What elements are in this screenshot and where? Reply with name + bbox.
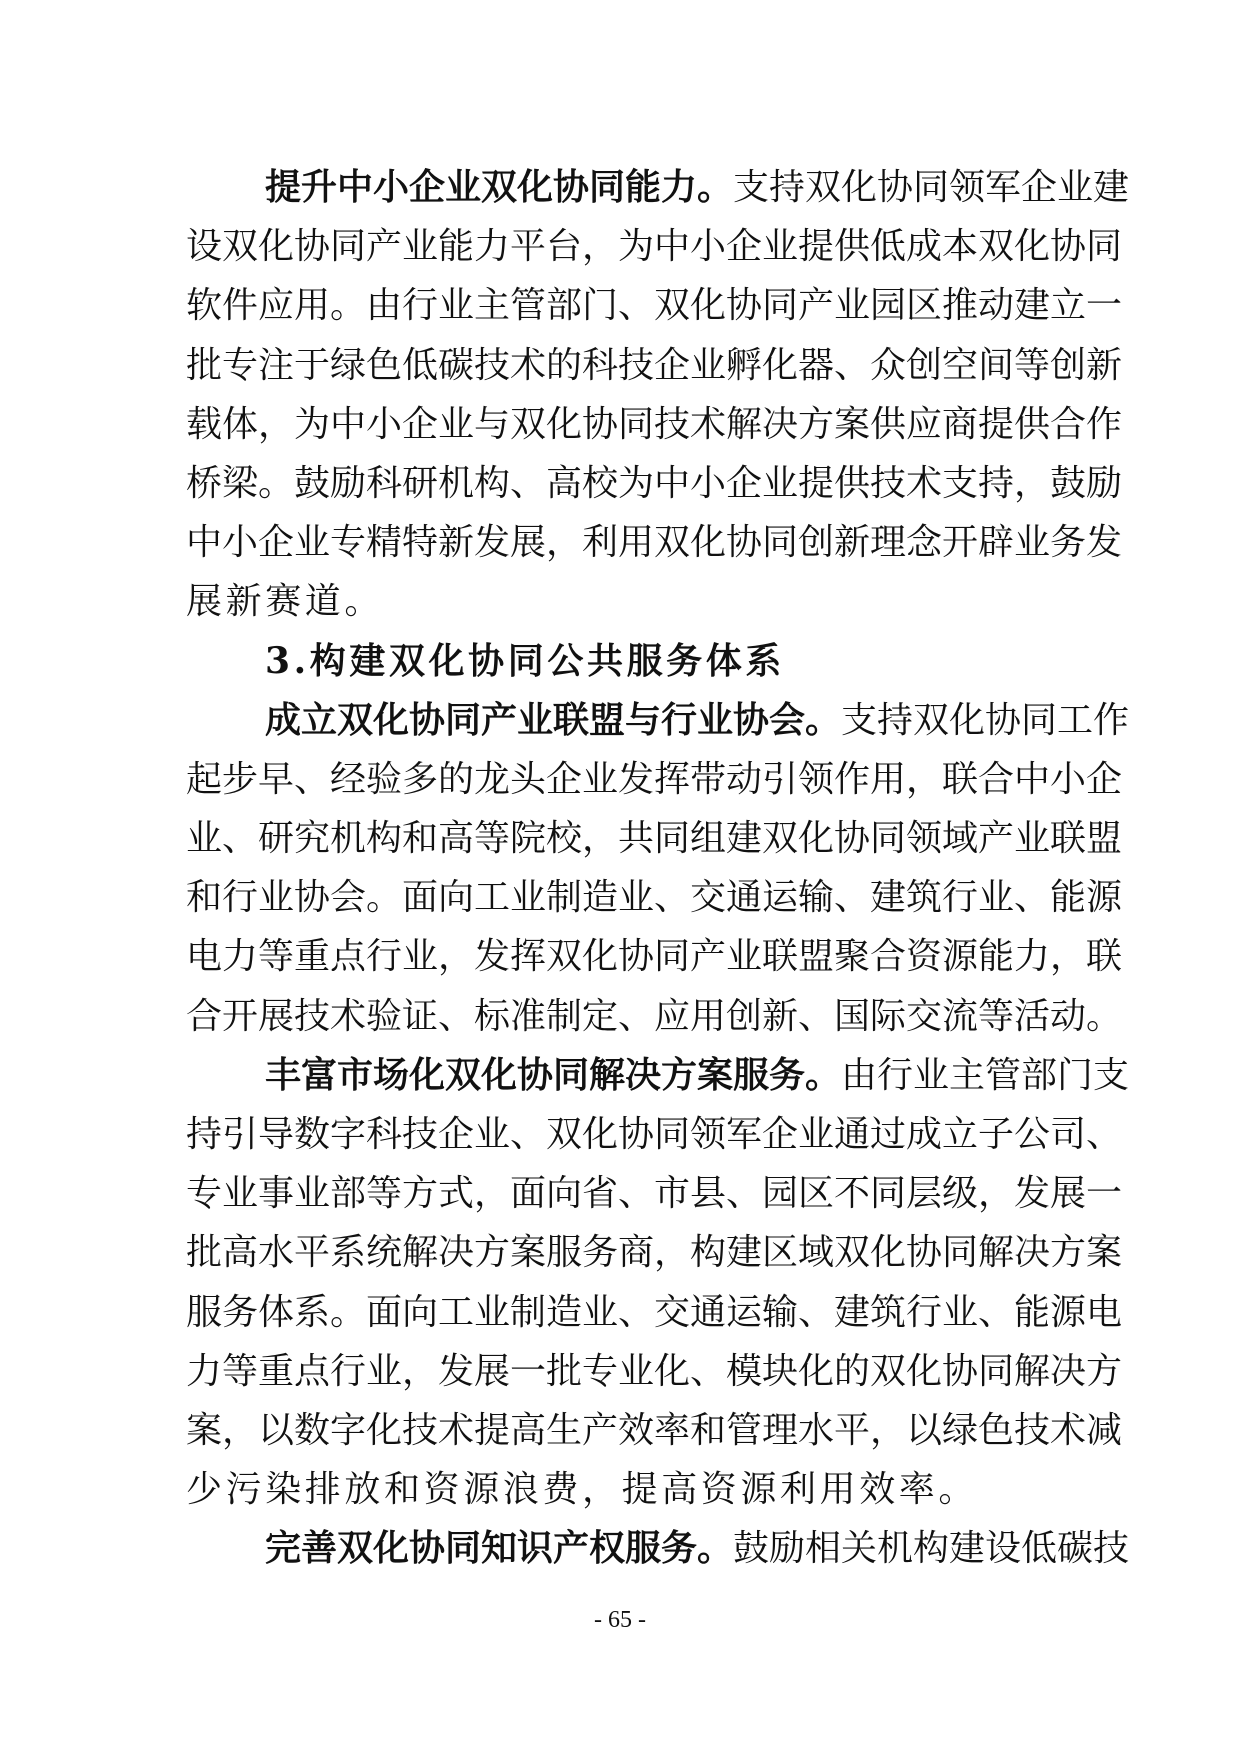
paragraph-2-line-1	[186, 691, 1130, 750]
paragraph-2-line-6: 合开展技术验证、标准制定、应用创新、国际交流等活动。	[186, 995, 1123, 1037]
paragraph-1-text: 支持双化协同领军企业建	[733, 167, 1130, 208]
paragraph-2-line-4: 和行业协会。面向工业制造业、交通运输、建筑行业、能源	[186, 877, 1123, 919]
paragraph-3-lead-heading: 丰富市场化双化协同解决方案服务。	[265, 1054, 842, 1096]
document-body	[186, 158, 1130, 1579]
paragraph-1-lead-heading: 提升中小企业双化协同能力。	[265, 167, 734, 208]
paragraph-1-line-7: 中小企业专精特新发展，利用双化协同创新理念开辟业务发	[186, 522, 1123, 564]
page-number: - 65 -	[594, 1607, 646, 1633]
paragraph-3-text: 由行业主管部门支	[841, 1054, 1130, 1096]
paragraph-3-line-1	[186, 1046, 1130, 1105]
paragraph-3-line-7: 案，以数字化技术提高生产效率和管理水平，以绿色技术减	[186, 1409, 1123, 1451]
paragraph-1-line-3: 软件应用。由行业主管部门、双化协同产业园区推动建立一	[186, 285, 1123, 327]
paragraph-1-line-6: 桥梁。鼓励科研机构、高校为中小企业提供技术支持，鼓励	[186, 462, 1123, 504]
paragraph-1-line-1	[186, 158, 1130, 217]
paragraph-1-line-8: 展新赛道。	[186, 581, 385, 623]
paragraph-3-line-2: 持引导数字科技企业、双化协同领军企业通过成立子公司、	[186, 1114, 1123, 1155]
paragraph-1-line-5: 载体，为中小企业与双化协同技术解决方案供应商提供合作	[186, 403, 1123, 445]
section-heading: 3.构建双化协同公共服务体系	[265, 639, 785, 682]
paragraph-3-line-8: 少污染排放和资源浪费，提高资源利用效率。	[186, 1469, 979, 1511]
paragraph-4-line-1	[186, 1519, 1130, 1578]
paragraph-4-text: 鼓励相关机构建设低碳技	[733, 1528, 1130, 1570]
paragraph-1-line-4: 批专注于绿色低碳技术的科技企业孵化器、众创空间等创新	[186, 344, 1123, 386]
paragraph-2-line-3: 业、研究机构和高等院校，共同组建双化协同领域产业联盟	[186, 818, 1123, 860]
paragraph-3-line-4: 批高水平系统解决方案服务商，构建区域双化协同解决方案	[186, 1232, 1123, 1274]
paragraph-4-lead-heading: 完善双化协同知识产权服务。	[265, 1528, 734, 1570]
paragraph-3-line-3: 专业事业部等方式，面向省、市县、园区不同层级，发展一	[186, 1173, 1123, 1215]
paragraph-1-line-2: 设双化协同产业能力平台，为中小企业提供低成本双化协同	[186, 226, 1123, 268]
paragraph-2-text: 支持双化协同工作	[841, 699, 1130, 741]
paragraph-3-line-5: 服务体系。面向工业制造业、交通运输、建筑行业、能源电	[186, 1291, 1123, 1333]
paragraph-2-line-2: 起步早、经验多的龙头企业发挥带动引领作用，联合中小企	[186, 758, 1123, 800]
paragraph-2-line-5: 电力等重点行业，发挥双化协同产业联盟聚合资源能力，联	[186, 936, 1123, 978]
paragraph-3-line-6: 力等重点行业，发展一批专业化、模块化的双化协同解决方	[186, 1350, 1123, 1392]
paragraph-2-lead-heading: 成立双化协同产业联盟与行业协会。	[265, 699, 842, 741]
